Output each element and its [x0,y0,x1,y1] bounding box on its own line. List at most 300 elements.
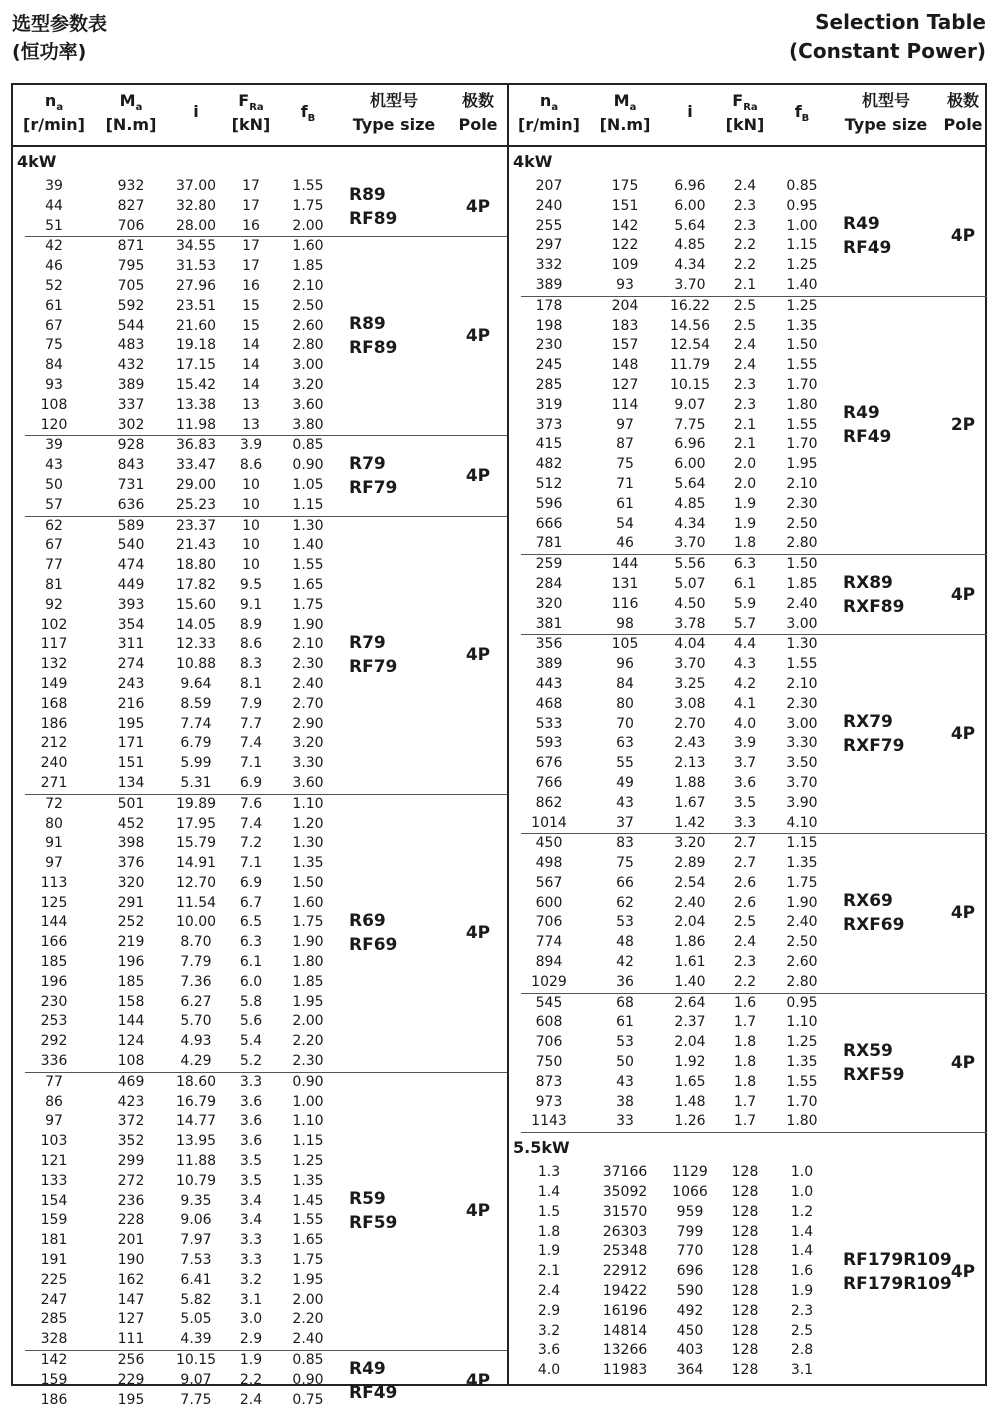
cell-fra: 3.3 [239,1252,263,1269]
cell-i: 2.70 [674,715,706,732]
table-row [13,517,507,537]
cell-na: 57 [45,496,63,513]
cell-na: 44 [45,197,63,214]
cell-fb: 2.10 [786,475,818,492]
cell-ma: 372 [117,1113,145,1130]
cell-i: 17.82 [175,576,217,593]
cell-i: 2.13 [674,755,706,772]
table-row [13,973,507,993]
cell-ma: 843 [117,457,145,474]
cell-ma: 55 [616,755,634,772]
header-pole-en: Pole [943,115,983,134]
cell-fb: 1.35 [292,1172,324,1189]
cell-na: 320 [535,595,563,612]
cell-fra: 128 [731,1203,759,1220]
cell-fb: 1.75 [292,1252,324,1269]
cell-ma: 122 [611,237,639,254]
cell-fb: 1.50 [292,874,324,891]
cell-fb: 1.85 [786,575,818,592]
cell-i: 10.15 [175,1352,217,1369]
pole-count: 4P [950,1262,976,1283]
cell-fb: 2.00 [292,217,324,234]
cell-na: 61 [45,297,63,314]
cell-fra: 13 [242,416,260,433]
cell-fb: 0.85 [292,1352,324,1369]
cell-fra: 17 [242,197,260,214]
cell-ma: 151 [611,197,639,214]
header-fra-symbol: $F_{Ra}$ [732,91,758,114]
cell-na: 443 [535,675,563,692]
cell-fb: 1.80 [292,954,324,971]
table-row [509,1203,987,1223]
cell-na: 259 [535,556,563,573]
cell-ma: 228 [117,1212,145,1229]
cell-i: 6.96 [674,436,706,453]
cell-fb: 1.55 [292,1212,324,1229]
header-na-symbol: $n_a$ [44,91,64,114]
cell-na: 77 [45,557,63,574]
cell-fra: 128 [731,1342,759,1359]
model-group [521,635,987,834]
cell-i: 14.05 [175,616,217,633]
cell-i: 2.54 [674,874,706,891]
type-size: R89 RF89 [349,184,398,229]
cell-na: 666 [535,515,563,532]
cell-fb: 3.30 [292,755,324,772]
cell-fra: 2.0 [733,456,757,473]
cell-ma: 376 [117,855,145,872]
table-row [13,277,507,297]
cell-fb: 1.75 [292,914,324,931]
header-na [13,85,95,145]
cell-na: 356 [535,636,563,653]
table-row [509,1013,987,1033]
cell-i: 9.35 [180,1192,212,1209]
cell-fb: 1.05 [292,476,324,493]
cell-i: 10.00 [175,914,217,931]
cell-i: 11.88 [175,1153,217,1170]
cell-i: 1.67 [674,794,706,811]
cell-fb: 1.55 [786,1073,818,1090]
cell-fb: 1.65 [292,576,324,593]
cell-fra: 6.1 [733,575,757,592]
cell-i: 1.86 [674,934,706,951]
cell-fb: 3.00 [786,715,818,732]
model-group [25,1073,507,1351]
cell-ma: 158 [117,993,145,1010]
cell-fb: 2.10 [786,675,818,692]
cell-fb: 1.60 [292,238,324,255]
cell-ma: 705 [117,277,145,294]
type-size: RF179R109 RF179R109 [843,1250,952,1295]
cell-ma: 171 [117,735,145,752]
cell-fb: 1.70 [786,1093,818,1110]
cell-fb: 2.80 [292,337,324,354]
cell-fb: 1.35 [292,855,324,872]
cell-i: 6.96 [674,178,706,194]
cell-ma: 196 [117,954,145,971]
table-row [509,317,987,337]
cell-fb: 1.75 [292,596,324,613]
cell-fb: 0.90 [292,457,324,474]
cell-i: 34.55 [175,238,217,255]
cell-na: 166 [40,934,68,951]
cell-fra: 5.8 [239,993,263,1010]
cell-i: 2.43 [674,735,706,752]
cell-fra: 10 [242,557,260,574]
cell-ma: 70 [616,715,634,732]
cell-na: 381 [535,615,563,632]
cell-fra: 10 [242,496,260,513]
cell-i: 6.79 [180,735,212,752]
cell-ma: 827 [117,197,145,214]
table-row [13,257,507,277]
cell-ma: 16196 [602,1302,648,1319]
cell-fb: 1.90 [292,934,324,951]
cell-na: 1.4 [537,1184,561,1201]
cell-na: 144 [40,914,68,931]
cell-fb: 1.85 [292,258,324,275]
table-row [509,1361,987,1381]
table-header [509,85,987,147]
cell-fb: 3.00 [786,615,818,632]
header-ma-symbol: $M_a$ [119,91,143,114]
cell-na: 198 [535,317,563,334]
cell-i: 3.70 [674,656,706,673]
cell-fra: 2.2 [239,1371,263,1388]
header-na-symbol: $n_a$ [539,91,559,114]
cell-i: 12.54 [669,337,711,354]
cell-i: 32.80 [175,197,217,214]
cell-fb: 2.20 [292,1311,324,1328]
cell-na: 4.0 [537,1362,561,1379]
cell-ma: 731 [117,476,145,493]
cell-fra: 3.6 [733,774,757,791]
cell-fb: 1.95 [292,1271,324,1288]
cell-ma: 46 [616,535,634,552]
cell-ma: 469 [117,1073,145,1090]
cell-i: 4.04 [674,636,706,653]
cell-na: 285 [535,376,563,393]
cell-fb: 2.40 [292,675,324,692]
cell-fra: 2.3 [733,396,757,413]
cell-fra: 1.8 [733,1073,757,1090]
cell-ma: 204 [611,297,639,314]
cell-fb: 1.2 [790,1203,814,1220]
cell-i: 10.15 [669,376,711,393]
cell-na: 92 [45,596,63,613]
cell-na: 468 [535,695,563,712]
cell-fb: 1.4 [790,1243,814,1260]
cell-fra: 9.1 [239,596,263,613]
header-fb [277,85,339,145]
cell-fb: 1.60 [292,894,324,911]
cell-na: 125 [40,894,68,911]
cell-fb: 1.0 [790,1184,814,1201]
table-row [13,1112,507,1132]
cell-ma: 98 [616,615,634,632]
cell-i: 13.95 [175,1133,217,1150]
cell-ma: 49 [616,774,634,791]
cell-fb: 2.30 [786,495,818,512]
table-row [13,993,507,1013]
cell-fra: 2.4 [239,1391,263,1408]
cell-ma: 299 [117,1153,145,1170]
cell-na: 1.8 [537,1223,561,1240]
cell-fb: 3.30 [786,735,818,752]
cell-fra: 3.6 [239,1113,263,1130]
cell-ma: 11983 [602,1362,648,1379]
cell-ma: 68 [616,994,634,1011]
cell-ma: 795 [117,258,145,275]
cell-na: 80 [45,815,63,832]
cell-fra: 3.3 [733,814,757,831]
table-row [13,695,507,715]
cell-ma: 320 [117,874,145,891]
cell-fra: 3.9 [733,735,757,752]
cell-fb: 0.95 [786,994,818,1011]
section-power: 4kW [17,152,57,171]
cell-fra: 7.6 [239,795,263,812]
cell-na: 2.4 [537,1283,561,1300]
cell-i: 5.07 [674,575,706,592]
header-pole-en: Pole [458,115,498,134]
cell-ma: 42 [616,954,634,971]
pole-count: 4P [465,465,491,486]
cell-na: 77 [45,1073,63,1090]
cell-fb: 2.10 [292,636,324,653]
cell-i: 37.00 [175,178,217,194]
cell-na: 253 [40,1013,68,1030]
header-fra [719,85,771,145]
cell-fra: 128 [731,1302,759,1319]
cell-ma: 84 [616,675,634,692]
cell-i: 5.56 [674,556,706,573]
cell-ma: 75 [616,855,634,872]
table-row [13,1271,507,1291]
cell-na: 93 [45,376,63,393]
cell-i: 696 [676,1263,704,1280]
cell-na: 706 [535,1034,563,1051]
section-power: 5.5kW [513,1138,570,1158]
table-row [13,376,507,396]
cell-ma: 147 [117,1291,145,1308]
cell-i: 16.79 [175,1093,217,1110]
cell-i: 4.34 [674,257,706,274]
cell-i: 28.00 [175,217,217,234]
cell-na: 43 [45,457,63,474]
cell-na: 103 [40,1133,68,1150]
title-en [789,8,986,66]
cell-i: 17.15 [175,357,217,374]
cell-fb: 3.70 [786,774,818,791]
cell-fra: 2.1 [733,276,757,293]
table-row [509,953,987,973]
header-i [661,85,719,145]
cell-na: 284 [535,575,563,592]
cell-i: 450 [676,1322,704,1339]
cell-fb: 1.85 [292,973,324,990]
cell-ma: 131 [611,575,639,592]
cell-na: 319 [535,396,563,413]
cell-ma: 148 [611,357,639,374]
cell-fb: 1.65 [292,1232,324,1249]
header-type-cn: 机型号 [861,91,910,110]
cell-i: 3.20 [674,835,706,852]
pole-count: 4P [465,645,491,666]
cell-i: 959 [676,1203,704,1220]
cell-na: 46 [45,258,63,275]
cell-i: 5.70 [180,1013,212,1030]
model-group [25,436,507,516]
table-row [13,576,507,596]
cell-ma: 97 [616,416,634,433]
pole-count: 4P [465,1370,491,1391]
cell-fra: 8.9 [239,616,263,633]
table-row [509,1093,987,1113]
cell-i: 1.65 [674,1073,706,1090]
header-ma-symbol: $M_a$ [613,91,637,114]
table-row [13,815,507,835]
cell-na: 567 [535,874,563,891]
cell-fb: 2.60 [292,317,324,334]
header-type-cn: 机型号 [369,91,418,110]
table-row [509,455,987,475]
cell-fra: 2.2 [733,973,757,990]
cell-i: 17.95 [175,815,217,832]
cell-na: 168 [40,695,68,712]
cell-i: 4.34 [674,515,706,532]
header-pole-cn: 极数 [461,91,494,110]
cell-i: 3.70 [674,276,706,293]
cell-na: 108 [40,396,68,413]
cell-fra: 2.4 [733,178,757,194]
section-power: 4kW [513,152,553,171]
cell-na: 51 [45,217,63,234]
cell-fra: 2.9 [239,1331,263,1348]
header-ma [95,85,167,145]
cell-fb: 3.00 [292,357,324,374]
table-row [509,1341,987,1361]
cell-fra: 3.6 [239,1133,263,1150]
cell-i: 5.99 [180,755,212,772]
cell-ma: 114 [611,396,639,413]
table-row [509,495,987,515]
cell-ma: 26303 [602,1223,648,1240]
cell-fb: 2.50 [292,297,324,314]
cell-fb: 1.25 [786,1034,818,1051]
cell-i: 5.64 [674,475,706,492]
cell-i: 3.70 [674,535,706,552]
cell-ma: 544 [117,317,145,334]
cell-na: 1029 [531,973,567,990]
cell-fra: 3.0 [239,1311,263,1328]
cell-fra: 6.7 [239,894,263,911]
cell-i: 15.79 [175,835,217,852]
pole-count: 4P [465,326,491,347]
cell-na: 1014 [531,814,567,831]
cell-na: 2.1 [537,1263,561,1280]
cell-fb: 1.90 [292,616,324,633]
cell-fb: 2.60 [786,954,818,971]
cell-i: 10.79 [175,1172,217,1189]
pole-count: 4P [950,903,976,924]
cell-na: 1.3 [537,1164,561,1181]
cell-i: 11.54 [175,894,217,911]
cell-na: 600 [535,894,563,911]
cell-na: 52 [45,277,63,294]
cell-i: 403 [676,1342,704,1359]
cell-na: 3.2 [537,1322,561,1339]
cell-na: 62 [45,517,63,534]
pole-count: 4P [950,226,976,247]
cell-fra: 17 [242,178,260,194]
table-row [13,1310,507,1330]
cell-fb: 1.80 [786,1113,818,1130]
cell-fra: 6.0 [239,973,263,990]
cell-na: 336 [40,1053,68,1070]
model-group [521,994,987,1134]
header-fb [771,85,833,145]
cell-i: 2.64 [674,994,706,1011]
cell-fb: 1.00 [292,1093,324,1110]
cell-na: 230 [535,337,563,354]
table-row [13,854,507,874]
cell-na: 240 [40,755,68,772]
type-size: RX79 RXF79 [843,712,905,757]
cell-ma: 124 [117,1033,145,1050]
cell-na: 1.5 [537,1203,561,1220]
cell-na: 132 [40,656,68,673]
cell-fb: 1.15 [786,835,818,852]
cell-na: 873 [535,1073,563,1090]
table-row [13,754,507,774]
cell-ma: 589 [117,517,145,534]
table-row [509,1183,987,1203]
cell-fb: 1.25 [786,257,818,274]
cell-i: 1.61 [674,954,706,971]
cell-fb: 3.90 [786,794,818,811]
cell-fb: 1.70 [786,436,818,453]
cell-i: 8.70 [180,934,212,951]
cell-ma: 35092 [602,1184,648,1201]
cell-na: 973 [535,1093,563,1110]
cell-ma: 31570 [602,1203,648,1220]
cell-i: 13.38 [175,396,217,413]
cell-i: 1.88 [674,774,706,791]
cell-fb: 1.4 [790,1223,814,1240]
cell-fb: 1.15 [786,237,818,254]
type-size: R49 RF49 [843,214,892,259]
table-row [509,635,987,655]
title-en-line1: Selection Table [815,10,986,34]
cell-fb: 2.3 [790,1302,814,1319]
cell-na: 389 [535,276,563,293]
model-group [25,1351,507,1410]
cell-i: 18.80 [175,557,217,574]
cell-fb: 1.55 [786,656,818,673]
cell-i: 4.85 [674,237,706,254]
cell-ma: 157 [611,337,639,354]
table-row [509,1302,987,1322]
table-row [509,376,987,396]
cell-ma: 871 [117,238,145,255]
cell-fb: 1.50 [786,556,818,573]
cell-na: 750 [535,1054,563,1071]
cell-ma: 127 [117,1311,145,1328]
cell-fra: 14 [242,376,260,393]
cell-fra: 2.1 [733,436,757,453]
